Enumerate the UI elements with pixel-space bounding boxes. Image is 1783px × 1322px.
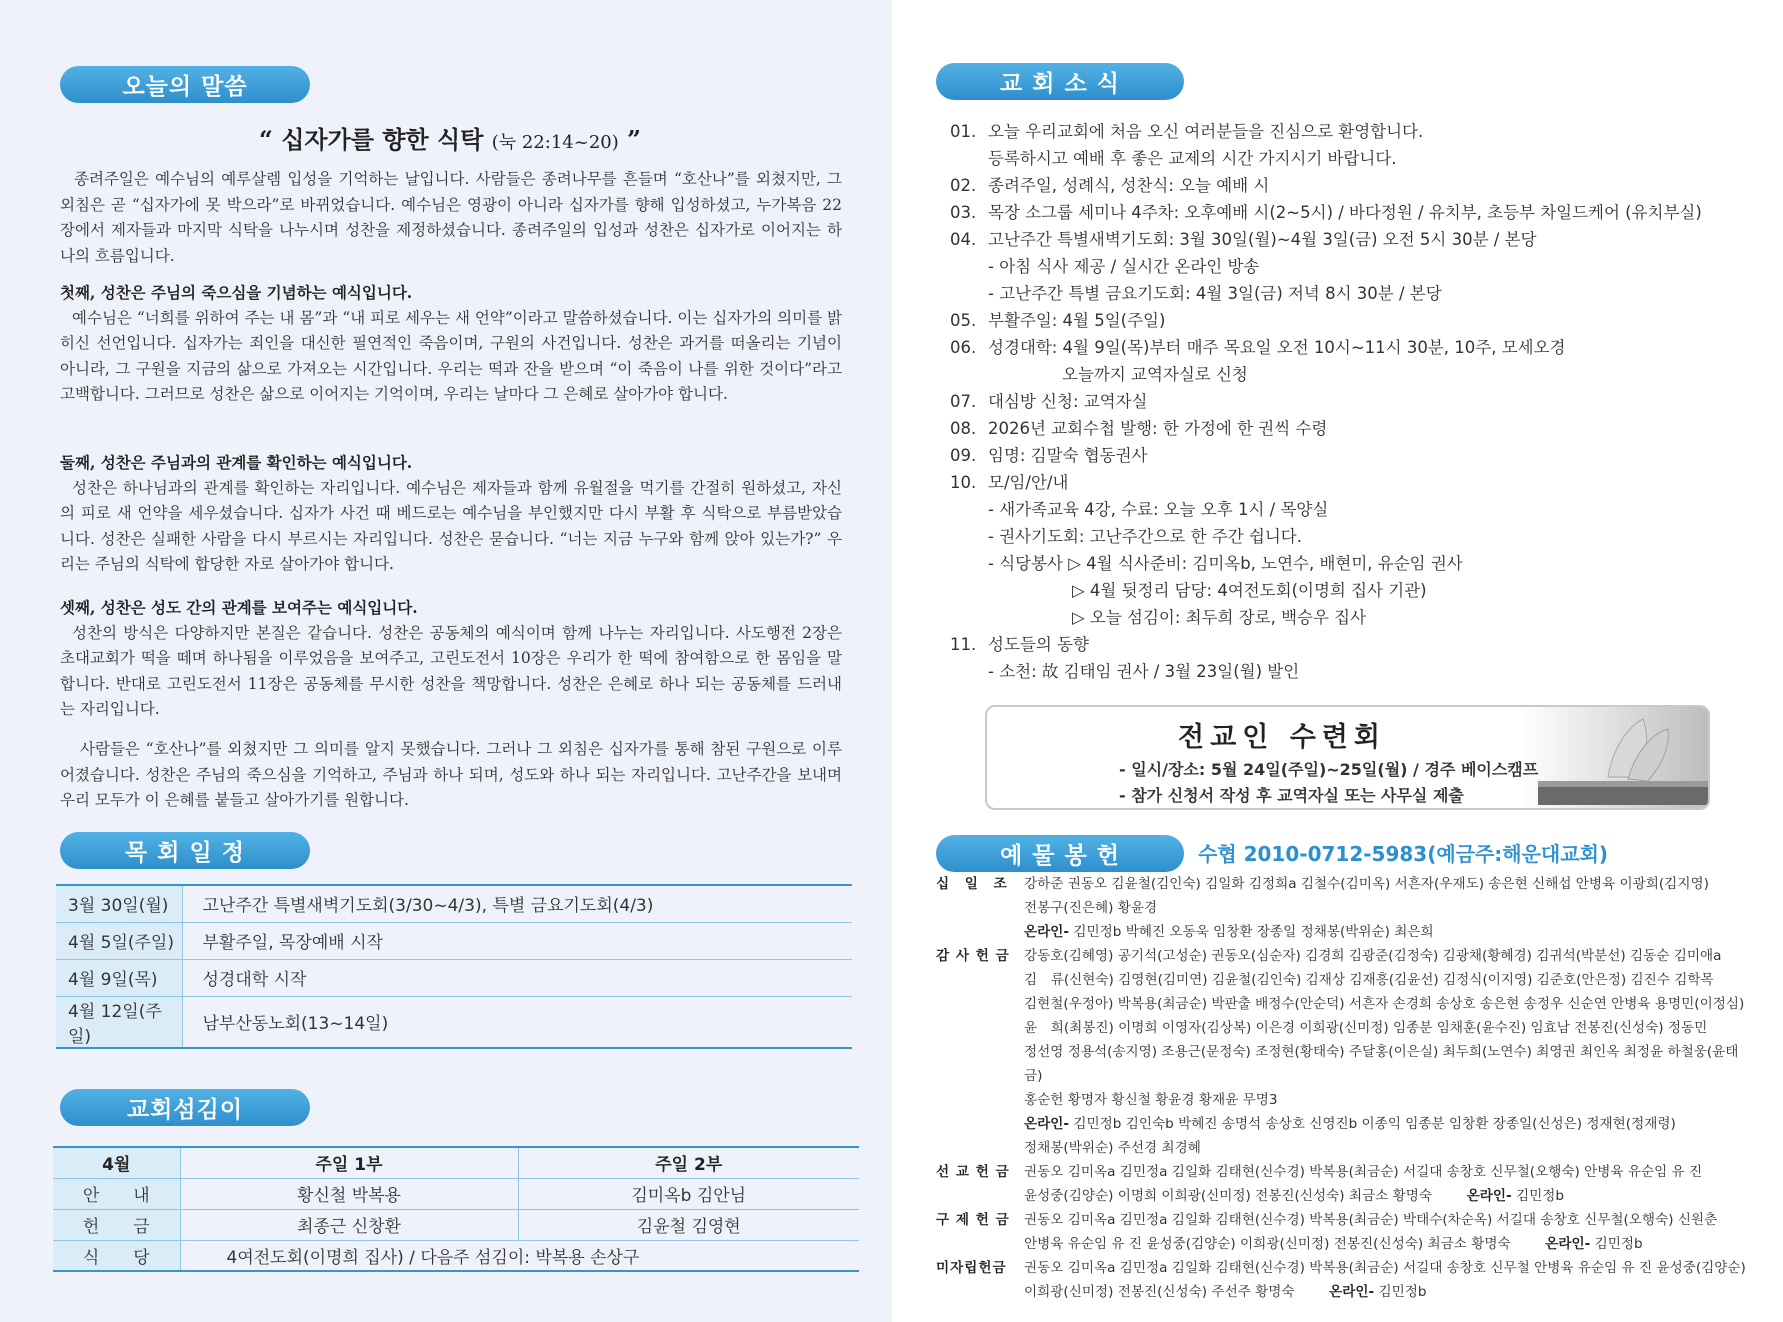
item-text: 2026년 교회수첩 발행: 한 가정에 한 권씩 수령 (988, 419, 1328, 438)
offering-group-thanks (936, 944, 1756, 1160)
schedule-date: 3월 30일(월) (56, 885, 182, 922)
list-item (950, 442, 1750, 469)
offering-label: 감 사 헌 금 (936, 948, 1010, 964)
offering-online (1024, 920, 1756, 944)
list-item (950, 604, 1750, 631)
schedule-text: 성경대학 시작 (182, 959, 852, 996)
online-names: 김민정b 박혜진 오동욱 임창환 장종일 정채봉(박위순) 최은희 (1073, 924, 1434, 940)
item-text: 종려주일, 성례식, 성찬식: 오늘 예배 시 (988, 176, 1270, 195)
online-names: 김민정b (1594, 1236, 1643, 1252)
news-list (950, 118, 1750, 685)
table-row (56, 959, 852, 996)
retreat-title: 전교인 수련회 (1178, 722, 1386, 753)
sermon-title-text: “ 십자가를 향한 식탁 (259, 125, 484, 154)
offering-names: 이희광(신미정) 전봉진(신성숙) 주선주 황명숙 (1024, 1284, 1295, 1300)
item-number: 09. (950, 446, 977, 465)
item-text: - 식당봉사 ▷ 4월 식사준비: 김미옥b, 노연수, 배현미, 유순임 권사 (988, 554, 1463, 573)
item-text: 성경대학: 4월 9일(목)부터 매주 목요일 오전 10시~11시 30분, 10주, 모세오경 (988, 338, 1566, 357)
item-number: 01. (950, 122, 977, 141)
item-text: ▷ 오늘 섬김이: 최두희 장로, 백승우 집사 (1072, 608, 1367, 627)
list-item (950, 388, 1750, 415)
offering-online (1024, 1112, 1756, 1136)
item-text: - 고난주간 특별 금요기도회: 4월 3일(금) 저녁 8시 30분 / 본당 (988, 284, 1442, 303)
list-item (950, 550, 1750, 577)
offering-group-relief (936, 1208, 1756, 1256)
list-item (950, 118, 1750, 145)
online-names: 김민정b (1378, 1284, 1427, 1300)
offering-group-mission (936, 1160, 1756, 1208)
item-text: 대심방 신청: 교역자실 (988, 392, 1148, 411)
offering-names: 강동호(김혜영) 공기석(고성순) 권동오(심순자) 김경희 김광준(김정숙) 김광채(황혜경) 김귀석(박분선) 김동순 김미애a (1024, 948, 1722, 964)
schedule-date: 4월 12일(주일) (56, 996, 182, 1048)
item-text: 오늘 우리교회에 처음 오신 여러분들을 진심으로 환영합니다. (988, 122, 1424, 141)
online-names: 김민정b 김인숙b 박혜진 송명석 송상호 신영진b 이종익 임종분 임창환 장종일(신성은) 정재현(정재령) (1073, 1116, 1676, 1132)
item-text: 부활주일: 4월 5일(주일) (988, 311, 1166, 330)
offering-names-online (1024, 1280, 1756, 1304)
retreat-box (985, 705, 1710, 810)
schedule-header: 목 회 일 정 (60, 832, 310, 869)
online-label: 온라인- (1329, 1284, 1375, 1300)
serving-col-1: 주일 1부 (180, 1147, 518, 1178)
offering-label: 미자립헌금 (936, 1260, 1007, 1276)
list-item (950, 172, 1750, 199)
list-item (950, 226, 1750, 253)
serving-label: 안 내 (53, 1178, 180, 1209)
sermon-title-close: ” (627, 125, 641, 154)
retreat-line-1: - 일시/장소: 5월 24일(주일)~25일(월) / 경주 베이스캠프 (1119, 760, 1539, 779)
list-item (950, 658, 1750, 685)
online-label: 온라인- (1466, 1188, 1512, 1204)
item-number: 06. (950, 338, 977, 357)
sermon-closing: 사람들은 “호산나”를 외쳤지만 그 의미를 알지 못했습니다. 그러나 그 외침은 십자가를 통해 참된 구원으로 이루어졌습니다. 성찬은 주님의 죽으심을 기억하고, 주님과 하나 되며, 성도와 하나 되는 자리입니다. 고난주간을 보내며 우리 모두가 이 은혜를 붙들고 살아가기를 원합니다. (60, 740, 842, 809)
serving-cell: 김윤철 김영현 (518, 1209, 859, 1240)
list-item (950, 523, 1750, 550)
item-text: - 아침 식사 제공 / 실시간 온라인 방송 (988, 257, 1260, 276)
schedule-date: 4월 5일(주일) (56, 922, 182, 959)
list-item (950, 415, 1750, 442)
list-item (950, 334, 1750, 361)
list-item (950, 469, 1750, 496)
offering-names-online (1024, 1232, 1756, 1256)
offering-names: 윤 희(최봉진) 이명희 이영자(김상복) 이은경 이희광(신미정) 임종분 임채훈(윤수진) 임효남 전봉진(신성숙) 정동민 (1024, 1020, 1708, 1036)
point-1-body: 예수님은 “너희를 위하여 주는 내 몸”과 “내 피로 세우는 새 언약”이라고 말씀하셨습니다. 이는 십자가의 의미를 밝히신 선언입니다. 십자가는 죄인을 대신한 필연적인 죽음이며, 구원의 사건입니다. 성찬은 과거를 떠올리는 기념이 아니라, 그 구원을 지금의 삶으로 가져오는 시간입니다. 우리는 떡과 잔을 받으며 “이 죽음이 나를 위한 것이다”라고 고백합니다. 그러므로 성찬은 삶으로 이어지는 기억이며, 우리는 날마다 그 은혜로 살아가야 합니다. (60, 308, 842, 403)
serving-col-2: 주일 2부 (655, 1155, 723, 1176)
sermon-header: 오늘의 말씀 (60, 66, 310, 103)
serving-label: 식 당 (53, 1240, 180, 1271)
list-item (950, 577, 1750, 604)
item-number: 08. (950, 419, 977, 438)
item-text: 임명: 김말숙 협동권사 (988, 446, 1148, 465)
item-text: 등록하시고 예배 후 좋은 교제의 시간 가지시기 바랍니다. (988, 149, 1397, 168)
point-3-body: 성찬의 방식은 다양하지만 본질은 같습니다. 성찬은 공동체의 예식이며 함께 나누는 자리입니다. 사도행전 2장은 초대교회가 떡을 떼며 하나됨을 이루었음을 보여주고, 고린도전서 10장은 우리가 한 떡에 참여함으로 한 몸임을 말합니다. 반대로 고린도전서 11장은 공동체를 무시한 성찬을 책망합니다. 성찬은 은혜로 하나 되는 공동체를 드러내는 자리입니다. (60, 623, 842, 718)
offering-names: 김현철(우정아) 박복용(최금순) 박판출 배정수(안순덕) 서흔자 손경희 송상호 송은현 송정우 신순연 안병육 용명민(이정심) (1024, 996, 1745, 1012)
list-item (950, 199, 1750, 226)
table-row (53, 1178, 859, 1209)
schedule-text: 남부산동노회(13~14일) (182, 996, 852, 1048)
table-header-row (53, 1147, 859, 1178)
sermon-point-1 (60, 280, 842, 408)
item-text: 모/임/안/내 (988, 473, 1069, 492)
schedule-text: 부활주일, 목장예배 시작 (182, 922, 852, 959)
item-text: 고난주간 특별새벽기도회: 3월 30일(월)~4월 3일(금) 오전 5시 30분 / 본당 (988, 230, 1537, 249)
offering-names: 권동오 김미옥a 김민정a 김일화 김태현(신수경) 박복용(최금순) 서길대 송창호 신무철 안병육 유순임 유 진 윤성중(김양순) (1024, 1260, 1746, 1276)
schedule-table (56, 884, 852, 1049)
item-text: - 소천: 故 김태임 권사 / 3월 23일(월) 발인 (988, 662, 1300, 681)
list-item (950, 307, 1750, 334)
retreat-line-2: - 참가 신청서 작성 후 교역자실 또는 사무실 제출 (1119, 786, 1464, 805)
schedule-date: 4월 9일(목) (56, 959, 182, 996)
item-number: 07. (950, 392, 977, 411)
item-number (950, 145, 988, 172)
offering-account: 수협 2010-0712-5983(예금주:해운대교회) (1198, 842, 1609, 866)
serving-meal: 4여전도회(이명희 집사) / 다음주 섬김이: 박복용 손상구 (180, 1240, 859, 1271)
point-2-body: 성찬은 하나님과의 관계를 확인하는 자리입니다. 예수님은 제자들과 함께 유월절을 먹기를 간절히 원하셨고, 자신의 피로 새 언약을 세우셨습니다. 십자가 사건 때 베드로는 예수님을 부인했지만 다시 부활 후 식탁으로 부름받았습니다. 성찬은 실패한 사람을 다시 부르시는 자리입니다. 성찬은 묻습니다. “너는 지금 누구와 함께 앉아 있는가?” 우리는 주님의 식탁에 합당한 자로 살아가야 합니다. (60, 478, 842, 573)
online-label: 온라인- (1545, 1236, 1591, 1252)
serving-cell: 황신철 박복용 (180, 1178, 518, 1209)
online-label: 온라인- (1024, 1116, 1070, 1132)
schedule-text: 고난주간 특별새벽기도회(3/30~4/3), 특별 금요기도회(4/3) (202, 896, 654, 917)
list-item (950, 280, 1750, 307)
offering-group-support (936, 1256, 1756, 1304)
offering-group-tithe (936, 872, 1756, 944)
offering-names: 윤성중(김양순) 이명희 이희광(신미정) 전봉진(신성숙) 최금소 황명숙 (1024, 1188, 1432, 1204)
item-number: 05. (950, 311, 977, 330)
sermon-point-2 (60, 450, 842, 578)
item-text: - 권사기도회: 고난주간으로 한 주간 쉽니다. (988, 527, 1302, 546)
item-number: 11. (950, 635, 977, 654)
table-row (56, 885, 852, 922)
offering-names: 권동오 김미옥a 김민정a 김일화 김태현(신수경) 박복용(최금순) 박태수(차순옥) 서길대 송창호 신무철(오행숙) 신원춘 (1024, 1212, 1718, 1228)
offering-header: 예 물 봉 헌 (936, 835, 1184, 872)
offering-names: 홍순헌 황명자 황신철 황윤경 황재윤 무명3 (1024, 1092, 1278, 1108)
item-number: 02. (950, 176, 977, 195)
list-item (950, 496, 1750, 523)
offering-names: 권동오 김미옥a 김민정a 김일화 김태현(신수경) 박복용(최금순) 서길대 송창호 신무철(오행숙) 안병육 유순임 유 진 (1024, 1164, 1703, 1180)
table-row (56, 922, 852, 959)
sermon-title (60, 120, 840, 155)
item-text: ▷ 4월 뒷정리 담당: 4여전도회(이명희 집사 기관) (1072, 581, 1427, 600)
offering-names: 강하준 권동오 김윤철(김인숙) 김일화 김정희a 김철수(김미옥) 서흔자(우재도) 송은현 신해섭 안병육 이광희(김지영) (1024, 876, 1709, 892)
serving-cell: 김미옥b 김안님 (518, 1178, 859, 1209)
point-1-heading: 첫째, 성찬은 주님의 죽으심을 기념하는 예식입니다. (60, 283, 413, 302)
table-row (53, 1240, 859, 1271)
point-2-heading: 둘째, 성찬은 주님과의 관계를 확인하는 예식입니다. (60, 453, 413, 472)
offering-names: 안병육 유순임 유 진 윤성중(김양순) 이희광(신미정) 전봉진(신성숙) 최금소 황명숙 (1024, 1236, 1511, 1252)
online-names: 김민정b (1515, 1188, 1564, 1204)
serving-cell: 최종근 신창환 (180, 1209, 518, 1240)
sermon-reference: (눅 22:14~20) (491, 132, 619, 153)
offering-names: 정선영 정용석(송지영) 조용근(문정숙) 조정현(황태숙) 주달홍(이은실) 최두희(노연수) 최영권 최인옥 최정윤 하철웅(윤태금) (1024, 1044, 1739, 1084)
offering-label: 십 일 조 (936, 876, 1008, 892)
offering-names: 김 류(신현숙) 김영현(김미연) 김윤철(김인숙) 김재상 김재흥(김윤선) 김정식(이지영) 김준호(안은정) 김진수 김학목 (1024, 972, 1714, 988)
serving-header: 교회섬김이 (60, 1089, 310, 1126)
point-3-heading: 셋째, 성찬은 성도 간의 관계를 보여주는 예식입니다. (60, 598, 418, 617)
offering-list (936, 872, 1756, 1304)
table-row (53, 1209, 859, 1240)
sermon-point-3 (60, 595, 842, 723)
table-row (56, 996, 852, 1048)
sermon-intro: 종려주일은 예수님의 예루살렘 입성을 기억하는 날입니다. 사람들은 종려나무를 흔들며 “호산나”를 외쳤지만, 그 외침은 곧 “십자가에 못 박으라”로 바뀌었습니다. 예수님은 영광이 아니라 십자가를 향해 입성하셨고, 누가복음 22장에서 제자들과 마지막 식탁을 나누시며 성찬을 제정하셨습니다. 종려주일의 입성과 성찬은 십자가로 이어지는 하나의 흐름입니다. (60, 170, 842, 265)
list-item (950, 631, 1750, 658)
item-text: 오늘까지 교역자실로 신청 (1062, 365, 1248, 384)
offering-label: 선 교 헌 금 (936, 1164, 1010, 1180)
item-text: 목장 소그룹 세미나 4주차: 오후예배 시(2~5시) / 바다정원 / 유치부, 초등부 차일드케어 (유치부실) (988, 203, 1702, 222)
offering-names: 전봉구(진은혜) 황윤경 (1024, 900, 1158, 916)
serving-month: 4월 (53, 1147, 180, 1178)
item-text: 성도들의 동향 (988, 635, 1089, 654)
list-item (950, 361, 1750, 388)
serving-label: 헌 금 (53, 1209, 180, 1240)
online-label: 온라인- (1024, 924, 1070, 940)
online-names: 정채봉(박위순) 주선경 최경혜 (1024, 1140, 1201, 1156)
item-number: 03. (950, 203, 977, 222)
list-item (950, 145, 1750, 172)
serving-table (53, 1146, 859, 1272)
item-text: - 새가족교육 4강, 수료: 오늘 오후 1시 / 목양실 (988, 500, 1329, 519)
offering-label: 구 제 헌 금 (936, 1212, 1010, 1228)
news-header: 교 회 소 식 (936, 63, 1184, 100)
item-number: 10. (950, 473, 977, 492)
list-item (950, 253, 1750, 280)
item-number: 04. (950, 230, 977, 249)
offering-names-online (1024, 1184, 1756, 1208)
